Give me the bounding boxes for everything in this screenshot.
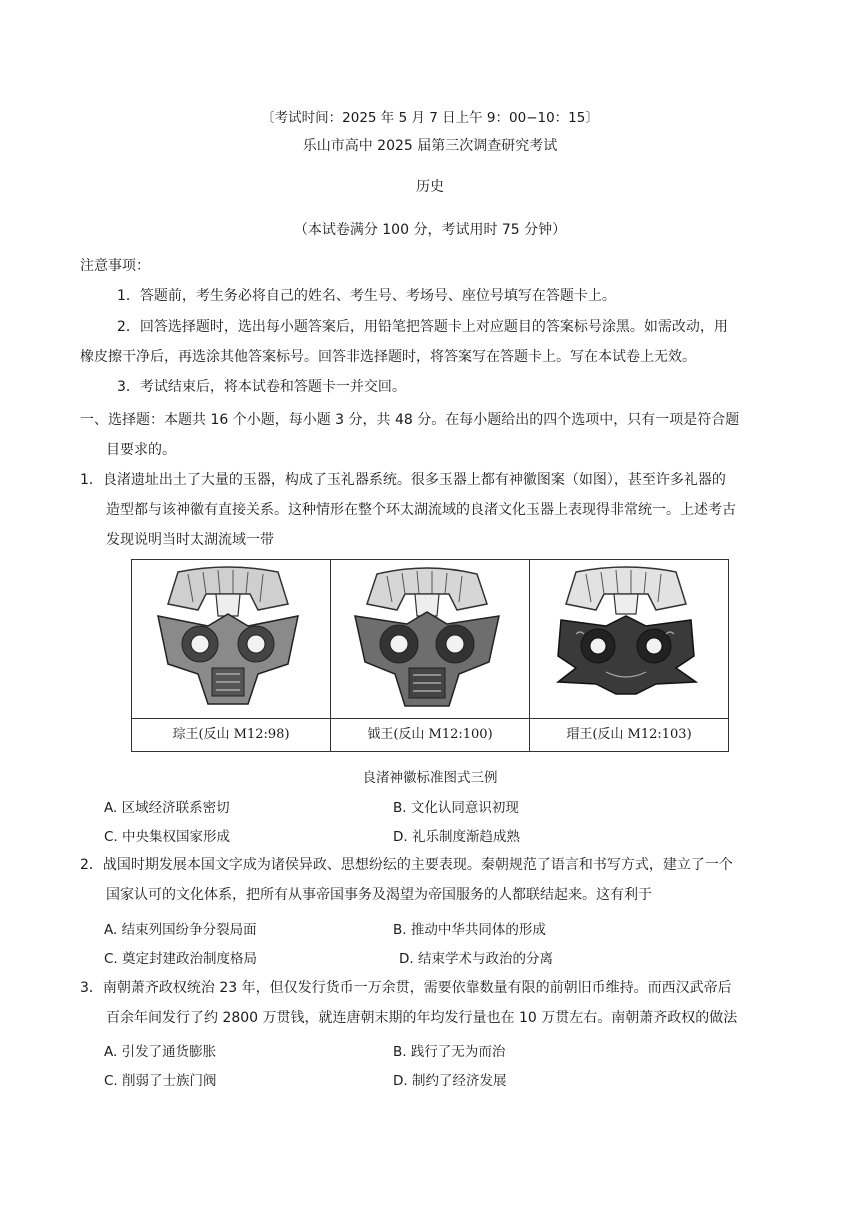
figure-panel [530,560,728,751]
question-1-text: 造型都与该神徽有直接关系。这种情形在整个环太湖流域的良渚文化玉器上表现得非常统一。上述考古 [106,502,736,518]
option-d: D. 礼乐制度渐趋成熟 [393,829,520,845]
note-item-continued: 橡皮擦干净后，再选涂其他答案标号。回答非选择题时，将答案写在答题卡上。写在本试卷上无效。 [80,349,696,365]
note-item: 1．答题前，考生务必将自己的姓名、考生号、考场号、座位号填写在答题卡上。 [117,288,616,304]
option-b: B. 文化认同意识初现 [393,800,519,816]
liangzhu-emblem-figure [131,559,729,752]
question-1-text: 发现说明当时太湖流域一带 [106,532,274,548]
option-a: A. 结束列国纷争分裂局面 [104,922,257,938]
note-item: 2．回答选择题时，选出每小题答案后，用铅笔把答题卡上对应题目的答案标号涂黑。如需改动，用 [117,319,728,335]
option-a: A. 区域经济联系密切 [104,800,230,816]
note-item: 3．考试结束后，将本试卷和答题卡一并交回。 [117,379,406,395]
option-b: B. 推动中华共同体的形成 [393,922,546,938]
figure-caption: 钺王(反山 M12:100) [331,718,529,751]
option-c: C. 奠定封建政治制度格局 [104,951,258,967]
section-heading: 一、选择题：本题共 16 个小题，每小题 3 分，共 48 分。在每小题给出的四个选项中，只有一项是符合题 [80,412,740,428]
subject-title: 历史 [416,179,444,195]
figure-caption: 瑁王(反山 M12:103) [530,718,728,751]
option-d: D. 结束学术与政治的分离 [399,951,553,967]
option-d: D. 制约了经济发展 [393,1073,507,1089]
option-c: C. 中央集权国家形成 [104,829,231,845]
section-heading-continued: 目要求的。 [106,442,176,458]
question-1-text: 1．良渚遗址出土了大量的玉器，构成了玉礼器系统。很多玉器上都有神徽图案（如图），甚至许多礼器的 [80,472,726,488]
option-a: A. 引发了通货膨胀 [104,1044,217,1060]
question-2-text: 国家认可的文化体系，把所有从事帝国事务及渴望为帝国服务的人都联结起来。这有利于 [106,887,652,903]
option-c: C. 削弱了士族门阀 [104,1073,217,1089]
figure-panel [132,560,331,751]
question-3-text: 百余年间发行了约 2800 万贯钱，就连唐朝末期的年均发行量也在 10 万贯左右。南朝萧齐政权的做法 [106,1010,738,1026]
figure-title: 良渚神徽标准图式三例 [362,770,498,786]
option-b: B. 践行了无为而治 [393,1044,506,1060]
score-info: （本试卷满分 100 分，考试用时 75 分钟） [293,222,567,238]
notes-title: 注意事项： [80,258,150,274]
figure-caption: 琮王(反山 M12:98) [132,718,330,751]
exam-title: 乐山市高中 2025 届第三次调查研究考试 [302,138,558,154]
exam-time: 〔考试时间：2025 年 5 月 7 日上午 9：00−10：15〕 [261,110,599,126]
figure-panel [331,560,530,751]
jade-emblem-illustration [536,564,716,714]
question-2-text: 2．战国时期发展本国文字成为诸侯异政、思想纷纭的主要表现。秦朝规范了语言和书写方式，建立了一个 [80,857,733,873]
question-3-text: 3．南朝萧齐政权统治 23 年，但仅发行货币一万余贯，需要依靠数量有限的前朝旧币维持。而西汉武帝后 [80,980,732,996]
jade-emblem-illustration [337,564,517,714]
jade-emblem-illustration [138,564,318,714]
